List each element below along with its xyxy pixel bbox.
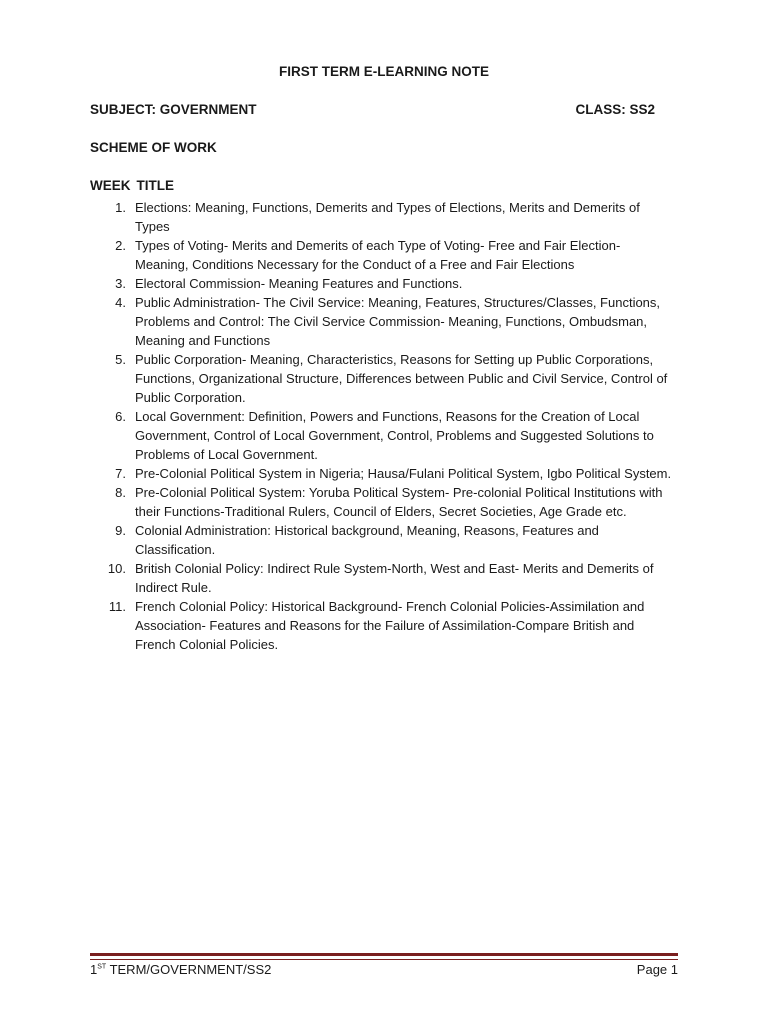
week-item — [90, 350, 672, 407]
footer-term-label — [90, 962, 271, 977]
week-topic: Elections: Meaning, Functions, Demerits and Types of Elections, Merits and Demerits of Types — [135, 200, 640, 234]
week-item — [90, 464, 672, 483]
week-item — [90, 521, 672, 559]
week-topic: Pre-Colonial Political System: Yoruba Political System- Pre-colonial Political Institutions with their Functions-Traditional Rulers, Council of Elders, Secret Societies, Age Grade etc. — [135, 485, 663, 519]
week-number: 2. — [115, 238, 126, 253]
week-number: 6. — [115, 409, 126, 424]
scheme-of-work-heading: SCHEME OF WORK — [90, 140, 217, 155]
week-label: WEEK — [90, 178, 131, 193]
week-number: 3. — [115, 276, 126, 291]
week-topic: French Colonial Policy: Historical Background- French Colonial Policies-Assimilation and Association- Features and Reasons for the Failure of Assimilation-Compare British and French Colonial Policies. — [135, 599, 645, 652]
weeks-list — [90, 198, 672, 654]
week-topic: Pre-Colonial Political System in Nigeria; Hausa/Fulani Political System, Igbo Political System. — [135, 466, 672, 481]
week-number: 5. — [115, 352, 126, 367]
week-number: 7. — [115, 466, 126, 481]
week-topic: Local Government: Definition, Powers and Functions, Reasons for the Creation of Local Government, Control of Local Government, Control, Problems and Suggested Solutions to Problems of Local Government. — [135, 409, 654, 462]
week-item — [90, 293, 672, 350]
week-topic: Public Administration- The Civil Service: Meaning, Features, Structures/Classes, Functions, Problems and Control: The Civil Service Commission- Meaning, Functions, Ombudsman, Meaning and Functions — [135, 295, 661, 348]
week-topic: British Colonial Policy: Indirect Rule System-North, West and East- Merits and Demerits of Indirect Rule. — [135, 561, 654, 595]
footer-rule — [90, 953, 678, 960]
week-number: 8. — [115, 485, 126, 500]
document-title: FIRST TERM E-LEARNING NOTE — [279, 64, 489, 79]
week-item — [90, 483, 672, 521]
week-title-heading — [90, 178, 174, 193]
week-topic: Public Corporation- Meaning, Characteristics, Reasons for Setting up Public Corporations, Functions, Organizational Structure, Differences between Public and Civil Service, Control of Public Corporation. — [135, 352, 668, 405]
week-number: 1. — [115, 200, 126, 215]
footer-term-rest: TERM/GOVERNMENT/SS2 — [106, 962, 272, 977]
week-number: 10. — [107, 561, 126, 576]
title-label: TITLE — [136, 178, 174, 193]
subject-label: SUBJECT: GOVERNMENT — [90, 102, 257, 117]
week-topic: Colonial Administration: Historical background, Meaning, Reasons, Features and Classification. — [135, 523, 599, 557]
week-item — [90, 198, 672, 236]
week-number: 11. — [108, 599, 126, 614]
footer-term-suffix: ST — [97, 963, 107, 971]
week-topic: Electoral Commission- Meaning Features and Functions. — [135, 276, 463, 291]
week-item — [90, 559, 672, 597]
footer-page-number: Page 1 — [636, 962, 678, 977]
week-topic: Types of Voting- Merits and Demerits of each Type of Voting- Free and Fair Election- Meaning, Conditions Necessary for the Conduct of a Free and Fair Elections — [135, 238, 621, 272]
week-number: 9. — [115, 523, 126, 538]
week-item — [90, 236, 672, 274]
class-label: CLASS: SS2 — [575, 102, 655, 117]
week-number: 4. — [115, 295, 126, 310]
footer-term-number: 1 — [90, 962, 98, 977]
week-item — [90, 407, 672, 464]
week-item — [90, 274, 672, 293]
week-item — [90, 597, 672, 654]
